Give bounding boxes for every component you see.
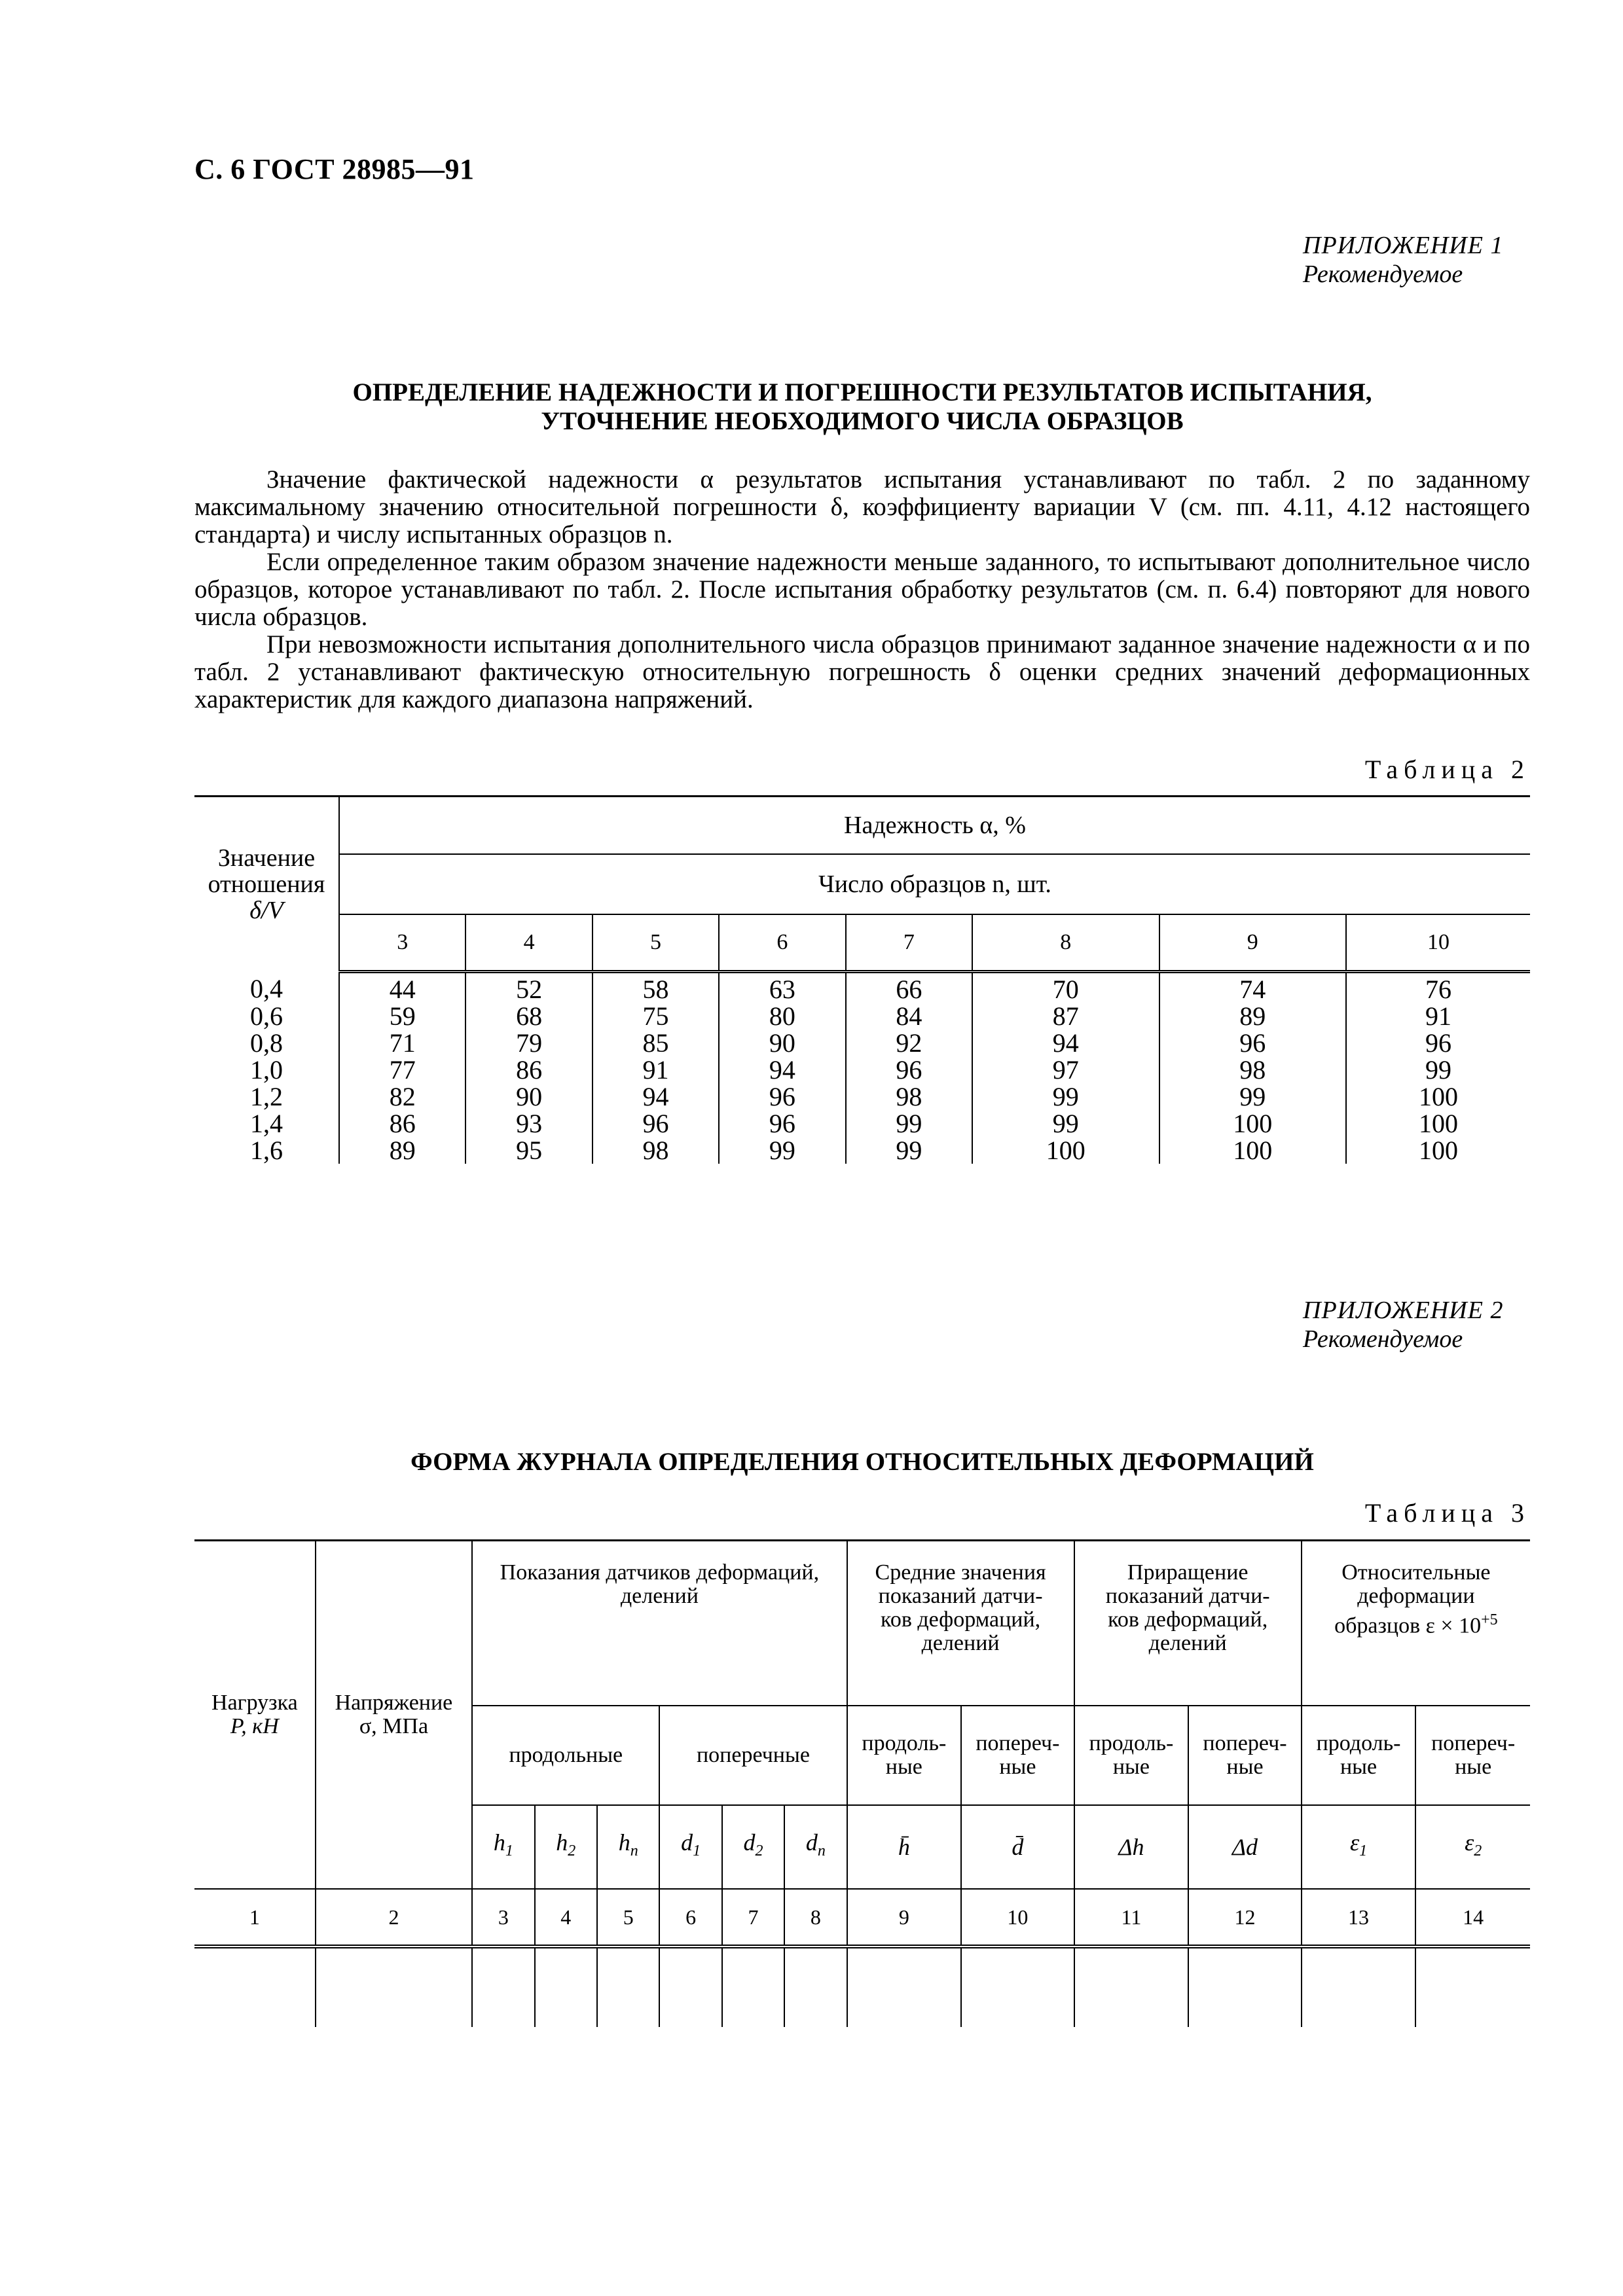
header-line: σ, МПа <box>359 1714 429 1738</box>
ratio-cell: 1,4 <box>194 1110 339 1137</box>
empty-cell <box>472 1946 534 2027</box>
sample-count-cell: 7 <box>846 914 972 972</box>
column-number-cell: 8 <box>784 1889 847 1946</box>
header-line: ные <box>885 1755 922 1779</box>
reliability-cell: 96 <box>593 1110 719 1137</box>
appendix-subtitle: Рекомендуемое <box>1303 260 1463 288</box>
symbol: d <box>805 1829 818 1856</box>
table-row <box>194 1056 1530 1083</box>
page-header: С. 6 ГОСТ 28985—91 <box>194 153 475 185</box>
header-text: P, кН <box>230 1714 279 1738</box>
reliability-cell: 86 <box>465 1056 592 1083</box>
sample-count-cell: 9 <box>1159 914 1347 972</box>
symbol: h <box>493 1829 505 1856</box>
reliability-cell: 59 <box>339 1003 465 1030</box>
symbol: h <box>618 1829 630 1856</box>
sample-count-cell: 4 <box>465 914 592 972</box>
column-number-cell: 5 <box>597 1889 659 1946</box>
header-line: деформации <box>1357 1584 1475 1608</box>
sample-count-cell: 10 <box>1346 914 1530 972</box>
reliability-cell: 99 <box>719 1137 845 1164</box>
column-number-cell: 13 <box>1302 1889 1416 1946</box>
reliability-cell: 44 <box>339 972 465 1003</box>
symbol-h2 <box>535 1805 597 1889</box>
ratio-cell: 1,0 <box>194 1056 339 1083</box>
header-line: ные <box>999 1755 1036 1779</box>
reliability-cell: 71 <box>339 1030 465 1056</box>
subscript: 1 <box>693 1842 701 1860</box>
header-line: попереч- <box>976 1731 1060 1755</box>
relative-group-header <box>1302 1541 1530 1706</box>
reliability-cell: 100 <box>972 1137 1159 1164</box>
table-row <box>194 1137 1530 1164</box>
column-number-cell: 3 <box>472 1889 534 1946</box>
reliability-cell: 77 <box>339 1056 465 1083</box>
longitudinal-header <box>1074 1706 1189 1805</box>
reliability-cell: 52 <box>465 972 592 1003</box>
header-line: ные <box>1226 1755 1264 1779</box>
column-number-cell: 9 <box>847 1889 962 1946</box>
reliability-cell: 98 <box>593 1137 719 1164</box>
reliability-cell: 99 <box>846 1110 972 1137</box>
appendix-subtitle: Рекомендуемое <box>1303 1325 1463 1353</box>
header-line: ные <box>1340 1755 1377 1779</box>
reliability-cell: 99 <box>972 1110 1159 1137</box>
reliability-cell: 84 <box>846 1003 972 1030</box>
reliability-cell: 85 <box>593 1030 719 1056</box>
ratio-cell: 0,8 <box>194 1030 339 1056</box>
column-number-cell: 10 <box>961 1889 1074 1946</box>
reliability-cell: 100 <box>1159 1110 1347 1137</box>
ratio-cell: 0,4 <box>194 972 339 1003</box>
header-line: попереч- <box>1203 1731 1287 1755</box>
header-line: отношения <box>208 870 325 899</box>
section-title-line: ОПРЕДЕЛЕНИЕ НАДЕЖНОСТИ И ПОГРЕШНОСТИ РЕЗУЛЬТАТОВ ИСПЫТАНИЯ, <box>352 378 1372 406</box>
header-line: делений <box>620 1584 699 1608</box>
table-2-caption: Таблица 2 <box>1364 755 1530 784</box>
reliability-cell: 96 <box>1159 1030 1347 1056</box>
reliability-cell: 100 <box>1159 1137 1347 1164</box>
reliability-cell: 94 <box>593 1083 719 1110</box>
header-line: Средние значения <box>875 1560 1046 1585</box>
stress-column-header <box>316 1541 473 1890</box>
reliability-cell: 99 <box>1159 1083 1347 1110</box>
reliability-cell: 63 <box>719 972 845 1003</box>
empty-cell <box>194 1946 316 2027</box>
column-number-cell: 14 <box>1415 1889 1530 1946</box>
table-row <box>194 1003 1530 1030</box>
column-number-cell: 2 <box>316 1889 473 1946</box>
header-line: Приращение <box>1127 1560 1249 1585</box>
header-line: ные <box>1112 1755 1150 1779</box>
header-text: образцов ε × 10 <box>1334 1613 1482 1638</box>
symbol: ε <box>1465 1829 1474 1856</box>
sample-count-cell: 6 <box>719 914 845 972</box>
header-line: делений <box>921 1631 1000 1655</box>
reliability-cell: 96 <box>719 1083 845 1110</box>
sample-count-cell: 5 <box>593 914 719 972</box>
section-2-title: ФОРМА ЖУРНАЛА ОПРЕДЕЛЕНИЯ ОТНОСИТЕЛЬНЫХ ДЕФОРМАЦИЙ <box>410 1448 1314 1476</box>
header-line: ков деформаций, <box>881 1607 1041 1632</box>
header-line: показаний датчи- <box>1105 1584 1270 1608</box>
symbol-delta-h: Δh <box>1074 1805 1189 1889</box>
header-line: попереч- <box>1431 1731 1516 1755</box>
reliability-cell: 91 <box>593 1056 719 1083</box>
reliability-cell: 99 <box>846 1137 972 1164</box>
symbol-delta-d: Δd <box>1188 1805 1302 1889</box>
reliability-header: Надежность α, % <box>339 797 1530 855</box>
empty-cell <box>1415 1946 1530 2027</box>
empty-cell <box>1074 1946 1189 2027</box>
paragraph: При невозможности испытания дополнительного числа образцов принимают заданное значение надежности α и по табл. 2 устанавливают фактическую относительную погрешность δ оценки средних значений деформационных характеристик для каждого диапазона напряжений. <box>194 630 1530 713</box>
subscript: n <box>630 1842 638 1860</box>
header-line: Относительные <box>1341 1560 1491 1585</box>
header-line: делений <box>1148 1631 1227 1655</box>
reliability-cell: 99 <box>1346 1056 1530 1083</box>
header-line: Напряжение <box>335 1691 453 1715</box>
column-numbers-row <box>194 1889 1530 1946</box>
reliability-cell: 96 <box>1346 1030 1530 1056</box>
exponent: +5 <box>1481 1611 1498 1628</box>
header-line: Значение <box>217 844 316 872</box>
load-column-header <box>194 1541 316 1890</box>
column-number-cell: 12 <box>1188 1889 1302 1946</box>
reliability-cell: 80 <box>719 1003 845 1030</box>
subscript: 2 <box>1474 1842 1482 1860</box>
header-line <box>1302 1608 1530 1638</box>
symbol-eps2 <box>1415 1805 1530 1889</box>
reliability-cell: 89 <box>1159 1003 1347 1030</box>
header-line: Нагрузка <box>211 1691 298 1715</box>
empty-cell <box>722 1946 784 2027</box>
reliability-cell: 89 <box>339 1137 465 1164</box>
appendix-2-label <box>1303 1296 1503 1354</box>
reliability-cell: 87 <box>972 1003 1159 1030</box>
reliability-cell: 79 <box>465 1030 592 1056</box>
table-row <box>194 1030 1530 1056</box>
reliability-cell: 75 <box>593 1003 719 1030</box>
empty-cell <box>597 1946 659 2027</box>
reliability-cell: 95 <box>465 1137 592 1164</box>
table-2-body <box>194 972 1530 1164</box>
transverse-header: поперечные <box>659 1706 847 1805</box>
reliability-cell: 100 <box>1346 1137 1530 1164</box>
empty-entry-row <box>194 1946 1530 2027</box>
sample-count-cell: 8 <box>972 914 1159 972</box>
header-line: ков деформаций, <box>1108 1607 1268 1632</box>
symbol-hn <box>597 1805 659 1889</box>
sample-counts-row <box>194 914 1530 972</box>
reliability-cell: 66 <box>846 972 972 1003</box>
samples-header: Число образцов n, шт. <box>339 854 1530 914</box>
symbol-hbar: h̄ <box>847 1805 962 1889</box>
reliability-cell: 93 <box>465 1110 592 1137</box>
column-number-cell: 1 <box>194 1889 316 1946</box>
subscript: n <box>817 1842 826 1860</box>
subscript: 2 <box>568 1842 576 1860</box>
reliability-cell: 98 <box>846 1083 972 1110</box>
section-1-title <box>194 378 1530 436</box>
empty-cell <box>784 1946 847 2027</box>
appendix-title: ПРИЛОЖЕНИЕ 2 <box>1303 1297 1504 1324</box>
transverse-header <box>1188 1706 1302 1805</box>
paragraph: Если определенное таким образом значение надежности меньше заданного, то испытывают дополнительное число образцов, которое устанавливают по табл. 2. После испытания обработку результатов (см. п. 6.4) повторяют для нового числа образцов. <box>194 548 1530 631</box>
ratio-column-header <box>194 797 339 972</box>
readings-group-header <box>472 1541 847 1706</box>
longitudinal-header: продольные <box>472 1706 659 1805</box>
reliability-cell: 96 <box>719 1110 845 1137</box>
section-title-line: УТОЧНЕНИЕ НЕОБХОДИМОГО ЧИСЛА ОБРАЗЦОВ <box>541 407 1184 435</box>
subscript: 1 <box>1359 1842 1368 1860</box>
reliability-cell: 98 <box>1159 1056 1347 1083</box>
empty-cell <box>316 1946 473 2027</box>
reliability-cell: 68 <box>465 1003 592 1030</box>
empty-cell <box>535 1946 597 2027</box>
symbol-d2 <box>722 1805 784 1889</box>
reliability-cell: 97 <box>972 1056 1159 1083</box>
symbol: d <box>681 1829 693 1856</box>
reliability-cell: 100 <box>1346 1083 1530 1110</box>
header-line: показаний датчи- <box>878 1584 1043 1608</box>
reliability-cell: 99 <box>972 1083 1159 1110</box>
column-number-cell: 11 <box>1074 1889 1189 1946</box>
reliability-cell: 94 <box>719 1056 845 1083</box>
table-row <box>194 972 1530 1003</box>
ratio-cell: 0,6 <box>194 1003 339 1030</box>
body-text <box>194 466 1530 713</box>
ratio-cell: 1,2 <box>194 1083 339 1110</box>
header-line: продоль- <box>862 1731 947 1755</box>
symbol-dn <box>784 1805 847 1889</box>
table-row <box>194 1083 1530 1110</box>
symbol-h1 <box>472 1805 534 1889</box>
reliability-cell: 82 <box>339 1083 465 1110</box>
transverse-header <box>1415 1706 1530 1805</box>
reliability-cell: 58 <box>593 972 719 1003</box>
mean-group-header <box>847 1541 1074 1706</box>
appendix-title: ПРИЛОЖЕНИЕ 1 <box>1303 232 1504 259</box>
column-number-cell: 7 <box>722 1889 784 1946</box>
table-3-caption: Таблица 3 <box>1364 1498 1530 1528</box>
ratio-cell: 1,6 <box>194 1137 339 1164</box>
header-line: продоль- <box>1089 1731 1174 1755</box>
symbol-eps1 <box>1302 1805 1416 1889</box>
subscript: 2 <box>755 1842 763 1860</box>
increment-group-header <box>1074 1541 1302 1706</box>
reliability-cell: 90 <box>719 1030 845 1056</box>
header-line <box>194 1715 315 1738</box>
empty-cell <box>659 1946 721 2027</box>
symbol: d <box>743 1829 756 1856</box>
paragraph: Значение фактической надежности α результатов испытания устанавливают по табл. 2 по заданному максимальному значению относительной погрешности δ, коэффициенту вариации V (см. пп. 4.11, 4.12 настоящего стандарта) и числу испытанных образцов n. <box>194 465 1530 548</box>
symbol: ε <box>1349 1829 1360 1856</box>
header-line: δ/V <box>249 897 283 925</box>
reliability-cell: 90 <box>465 1083 592 1110</box>
column-number-cell: 4 <box>535 1889 597 1946</box>
deformation-journal-table <box>194 1539 1530 2027</box>
table-row <box>194 1110 1530 1137</box>
reliability-cell: 96 <box>846 1056 972 1083</box>
sample-count-cell: 3 <box>339 914 465 972</box>
empty-cell <box>1302 1946 1416 2027</box>
empty-cell <box>1188 1946 1302 2027</box>
symbol: h <box>556 1829 568 1856</box>
reliability-cell: 70 <box>972 972 1159 1003</box>
longitudinal-header <box>1302 1706 1416 1805</box>
reliability-cell: 76 <box>1346 972 1530 1003</box>
transverse-header <box>961 1706 1074 1805</box>
empty-cell <box>961 1946 1074 2027</box>
longitudinal-header <box>847 1706 962 1805</box>
reliability-cell: 94 <box>972 1030 1159 1056</box>
subscript: 1 <box>505 1842 513 1860</box>
reliability-table <box>194 795 1530 1164</box>
header-line: ные <box>1455 1755 1492 1779</box>
empty-cell <box>847 1946 962 2027</box>
appendix-1-label <box>1303 231 1503 289</box>
symbol-d1 <box>659 1805 721 1889</box>
column-number-cell: 6 <box>659 1889 721 1946</box>
reliability-cell: 100 <box>1346 1110 1530 1137</box>
symbol-dbar: d̄ <box>961 1805 1074 1889</box>
reliability-cell: 92 <box>846 1030 972 1056</box>
reliability-cell: 91 <box>1346 1003 1530 1030</box>
header-line: Показания датчиков деформаций, <box>500 1560 820 1585</box>
header-line: продоль- <box>1316 1731 1401 1755</box>
reliability-cell: 74 <box>1159 972 1347 1003</box>
reliability-cell: 86 <box>339 1110 465 1137</box>
